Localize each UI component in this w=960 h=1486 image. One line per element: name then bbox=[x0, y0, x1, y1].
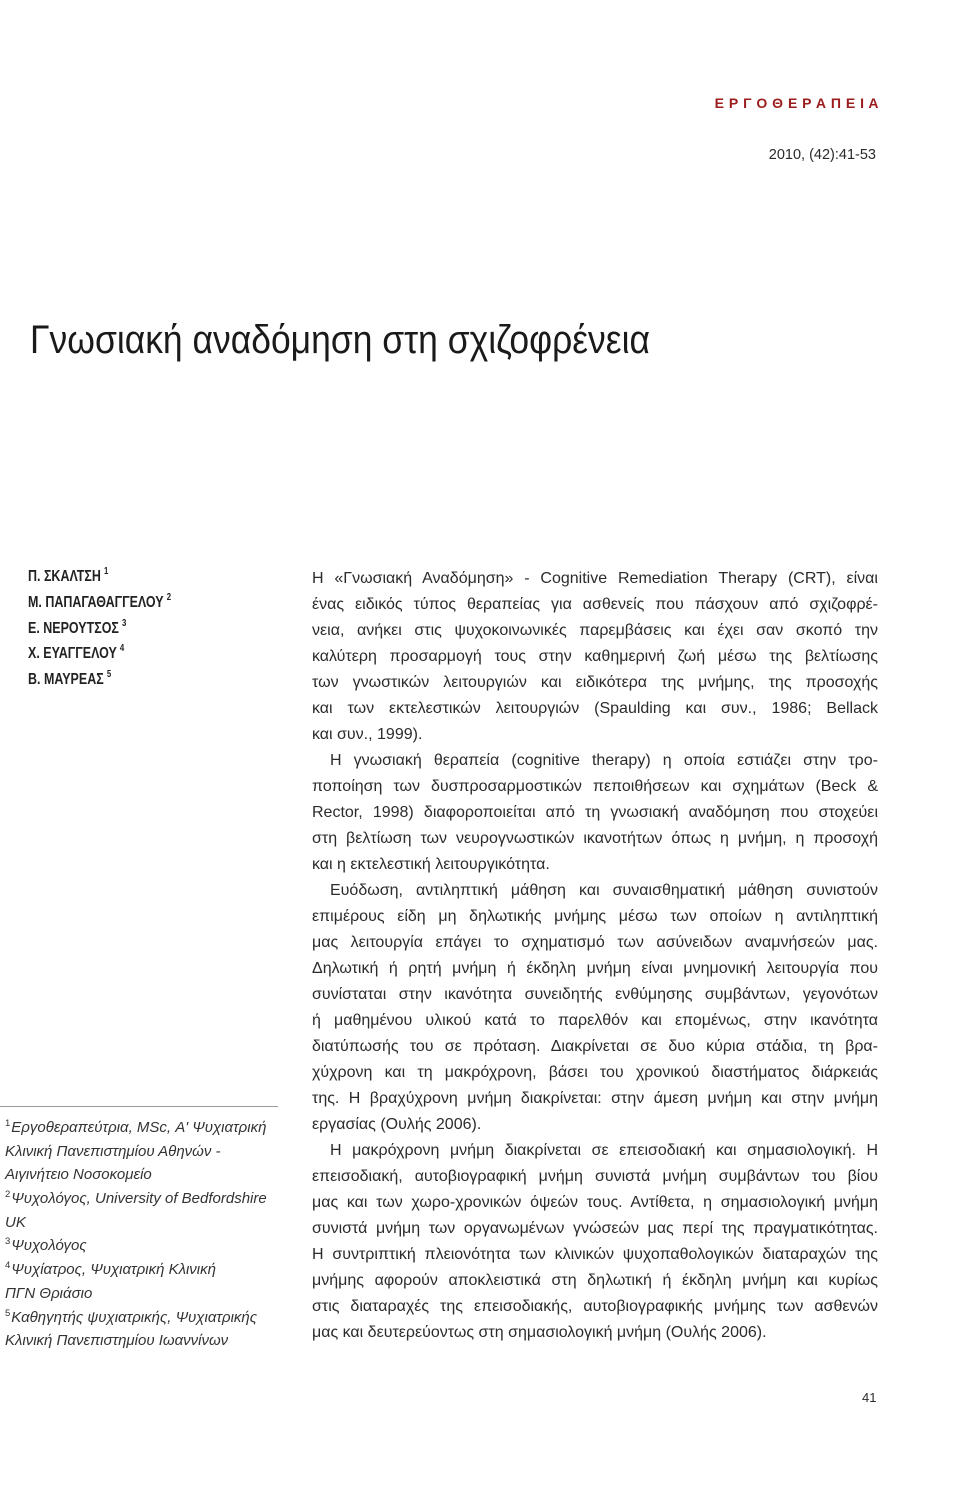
affiliation bbox=[5, 1116, 297, 1187]
body-line-text: Η συντριπτική πλειονότητα των κλινικών ψυχοπαθολογικών διαταραχών της bbox=[312, 1246, 879, 1263]
affiliation-text: Εργοθεραπεύτρια, MSc, Α' Ψυχιατρική bbox=[11, 1119, 267, 1136]
affiliation-line-content bbox=[5, 1116, 266, 1140]
author-name: Χ. ΕΥΑΓΓΕΛΟΥ bbox=[28, 645, 117, 663]
body-line bbox=[312, 800, 878, 826]
body-line bbox=[312, 1242, 878, 1268]
body-line bbox=[312, 1164, 878, 1190]
affiliation-text: UK bbox=[5, 1213, 26, 1231]
author-affiliation-marker: 5 bbox=[106, 669, 112, 680]
affiliation-marker: 4 bbox=[5, 1260, 11, 1272]
body-line bbox=[312, 748, 878, 774]
affiliation-marker: 2 bbox=[5, 1189, 11, 1201]
affiliation-line bbox=[5, 1187, 297, 1211]
author-affiliation-marker: 2 bbox=[166, 591, 172, 603]
body-line-text: μας λειτουργία επάγει το σχηματισμό των ασύνειδων αναμνήσεών μας. bbox=[312, 934, 878, 951]
affiliation-text: Ψυχολόγος, University of Bedfordshire bbox=[11, 1190, 267, 1208]
body-line-text: Ευόδωση, αντιληπτική μάθηση και συναισθηματική μάθηση συνιστούν bbox=[330, 882, 878, 899]
article-title bbox=[30, 316, 650, 364]
body-line bbox=[312, 774, 878, 800]
affiliation-line bbox=[5, 1329, 297, 1353]
affiliation-line bbox=[5, 1163, 297, 1187]
body-line bbox=[312, 592, 878, 618]
affiliation-text: ΠΓΝ Θριάσιο bbox=[5, 1284, 93, 1302]
author bbox=[28, 564, 231, 590]
body-line-text: και των εκτελεστικών λειτουργιών (Spaulding και συν., 1986; Bellack bbox=[312, 700, 878, 717]
body-line bbox=[312, 1294, 878, 1320]
body-line bbox=[312, 1320, 878, 1346]
body-line bbox=[312, 982, 878, 1008]
body-line bbox=[312, 930, 878, 956]
body-line bbox=[312, 1216, 878, 1242]
affiliation bbox=[5, 1306, 297, 1353]
affiliation-line-content bbox=[5, 1306, 257, 1330]
body-line-text: επιμέρους είδη μη δηλωτικής μνήμης μέσω των οποίων η αντιληπτική bbox=[312, 908, 878, 925]
affiliation-list bbox=[5, 1116, 297, 1353]
author-name: Μ. ΠΑΠΑΓΑΘΑΓΓΕΛΟΥ bbox=[28, 593, 164, 611]
affiliation-line bbox=[5, 1140, 297, 1164]
body-line-text: Η «Γνωσιακή Αναδόμηση» - Cognitive Remediation Therapy (CRT), είναι bbox=[312, 570, 878, 587]
body-line-text: μας και δευτερεύοντως στη σημασιολογική μνήμη (Ουλής 2006). bbox=[312, 1324, 767, 1341]
author-name: Π. ΣΚΑΛΤΣΗ bbox=[28, 568, 101, 585]
affiliation-marker: 3 bbox=[5, 1236, 11, 1248]
body-line bbox=[312, 722, 878, 748]
body-line bbox=[312, 670, 878, 696]
affiliation-line bbox=[5, 1211, 297, 1235]
body-line bbox=[312, 826, 878, 852]
affiliation-line-content bbox=[5, 1234, 87, 1258]
body-paragraph bbox=[312, 748, 878, 878]
body-line-text: και συν., 1999). bbox=[312, 726, 423, 743]
author-list bbox=[28, 564, 288, 693]
body-line bbox=[312, 852, 878, 878]
affiliation-text: Κλινική Πανεπιστημίου Ιωαννίνων bbox=[5, 1332, 229, 1350]
affiliation-line bbox=[5, 1234, 297, 1258]
affiliation bbox=[5, 1234, 297, 1258]
author-name: Β. ΜΑΥΡΕΑΣ bbox=[28, 671, 104, 688]
affiliation bbox=[5, 1258, 297, 1305]
author bbox=[28, 667, 231, 693]
body-line bbox=[312, 1190, 878, 1216]
body-line-text: στη βελτίωση των νευρογνωστικών ικανοτήτων όπως η μνήμη, η προσοχή bbox=[312, 830, 878, 847]
body-line bbox=[312, 1086, 878, 1112]
body-line bbox=[312, 618, 878, 644]
body-line-text: επεισοδιακή, αυτοβιογραφική μνήμη συνιστά μνήμη συμβάντων του βίου bbox=[312, 1168, 878, 1185]
body-line-text: συνιστά μνήμη των οργανωμένων γνώσεών μας περί της πραγματικότητας. bbox=[312, 1220, 878, 1237]
body-paragraph bbox=[312, 1138, 878, 1346]
journal-name: Ε Ρ Γ Ο Θ Ε Ρ Α Π Ε Ι Α bbox=[714, 95, 879, 111]
affiliation-line bbox=[5, 1306, 297, 1330]
article-title-text: Γνωσιακή αναδόμηση στη σχιζοφρένεια bbox=[30, 318, 650, 362]
body-line-text: χύχρονη και τη μακρόχρονη, βάσει του χρονικού διαστήματος διάρκειάς bbox=[312, 1064, 879, 1081]
body-line-text: και η εκτελεστική λειτουργικότητα. bbox=[312, 856, 550, 873]
affiliation-text: Ψυχίατρος, Ψυχιατρική Κλινική bbox=[11, 1261, 216, 1279]
author-affiliation-marker: 1 bbox=[104, 566, 109, 577]
body-line-text: ή μαθημένου υλικού κατά το παρελθόν και επομένως, στην ικανότητα bbox=[312, 1012, 878, 1029]
body-line-text: Η μακρόχρονη μνήμη διακρίνεται σε επεισοδιακή και σημασιολογική. Η bbox=[330, 1142, 878, 1159]
body-line-text: νεια, ανήκει στις ψυχοκοινωνικές παρεμβάσεις και έχει σαν σκοπό την bbox=[312, 622, 879, 639]
body-line-text: καλύτερη προσαρμογή τους στην καθημερινή ζωή μέσω της βελτίωσης bbox=[312, 648, 879, 665]
body-line bbox=[312, 878, 878, 904]
body-line-text: Η γνωσιακή θεραπεία (cognitive therapy) η οποία εστιάζει στην τρο- bbox=[330, 752, 878, 769]
affiliation-line-content bbox=[5, 1258, 216, 1282]
body-line-text: ένας ειδικός τύπος θεραπείας για ασθενείς που πάσχουν από σχιζοφρέ- bbox=[312, 596, 879, 613]
body-line bbox=[312, 696, 878, 722]
body-line-text: εργασίας (Ουλής 2006). bbox=[312, 1116, 482, 1133]
body-line-text: των γνωστικών λειτουργιών και ειδικότερα της μνήμης, της προσοχής bbox=[312, 674, 878, 691]
body-line-text: στις διαταραχές της επεισοδιακής, αυτοβιογραφικής μνήμης των ασθενών bbox=[312, 1298, 878, 1315]
body-paragraph bbox=[312, 566, 878, 748]
author bbox=[28, 590, 231, 616]
author bbox=[28, 641, 231, 667]
affiliation-line bbox=[5, 1282, 297, 1306]
author-affiliation-marker: 4 bbox=[119, 643, 125, 655]
page-number: 41 bbox=[862, 1390, 877, 1405]
affiliation-text: Αιγινήτειο Νοσοκομείο bbox=[5, 1166, 152, 1184]
article-body bbox=[312, 566, 878, 1346]
body-line bbox=[312, 1060, 878, 1086]
body-line-text: συνίσταται στην ικανότητα συνειδητής ενθύμησης συμβάντων, γεγονότων bbox=[312, 986, 879, 1003]
affiliation-text: Καθηγητής ψυχιατρικής, Ψυχιατρικής bbox=[11, 1308, 258, 1326]
affiliation-marker: 5 bbox=[5, 1307, 11, 1319]
body-line bbox=[312, 566, 878, 592]
affiliation-line-content bbox=[5, 1187, 267, 1211]
affiliation-line bbox=[5, 1258, 297, 1282]
affiliation-line bbox=[5, 1116, 297, 1140]
body-line-text: της. Η βραχύχρονη μνήμη διακρίνεται: στην άμεση μνήμη και στην μνήμη bbox=[312, 1090, 878, 1107]
body-line-text: ποποίηση των δυσπροσαρμοστικών πεποιθήσεων και σχημάτων (Beck & bbox=[312, 778, 878, 795]
author-affiliation-marker: 3 bbox=[122, 617, 127, 629]
body-line-text: διατύπωσής του σε πρόταση. Διακρίνεται σε δυο κύρια στάδια, τη βρα- bbox=[312, 1038, 879, 1055]
body-line bbox=[312, 1138, 878, 1164]
body-line bbox=[312, 956, 878, 982]
body-line-text: Rector, 1998) διαφοροποιείται από τη γνωσιακή αναδόμηση που στοχεύει bbox=[312, 804, 878, 821]
body-line bbox=[312, 1008, 878, 1034]
author-name: Ε. ΝΕΡΟΥΤΣΟΣ bbox=[28, 619, 119, 637]
body-line-text: μνήμης αφορούν αποκλειστικά στη δηλωτική ή έκδηλη μνήμη και κυρίως bbox=[312, 1272, 878, 1289]
affiliation-text: Ψυχολόγος bbox=[11, 1237, 87, 1255]
body-line-text: μας και των χωρο-χρονικών όψεών τους. Αντίθετα, η σημασιολογική μνήμη bbox=[312, 1194, 878, 1211]
body-line-text: Δηλωτική ή ρητή μνήμη ή έκδηλη μνήμη είναι μνημονική λειτουργία που bbox=[312, 960, 878, 977]
issue-citation: 2010, (42):41-53 bbox=[768, 147, 876, 163]
affiliation-divider bbox=[0, 1106, 278, 1107]
body-line bbox=[312, 904, 878, 930]
affiliation-marker: 1 bbox=[5, 1118, 11, 1129]
affiliation bbox=[5, 1187, 297, 1234]
body-line bbox=[312, 1034, 878, 1060]
affiliation-text: Κλινική Πανεπιστημίου Αθηνών - bbox=[5, 1142, 221, 1160]
author bbox=[28, 616, 231, 642]
body-line bbox=[312, 1112, 878, 1138]
body-paragraph bbox=[312, 878, 878, 1138]
body-line bbox=[312, 1268, 878, 1294]
body-line bbox=[312, 644, 878, 670]
